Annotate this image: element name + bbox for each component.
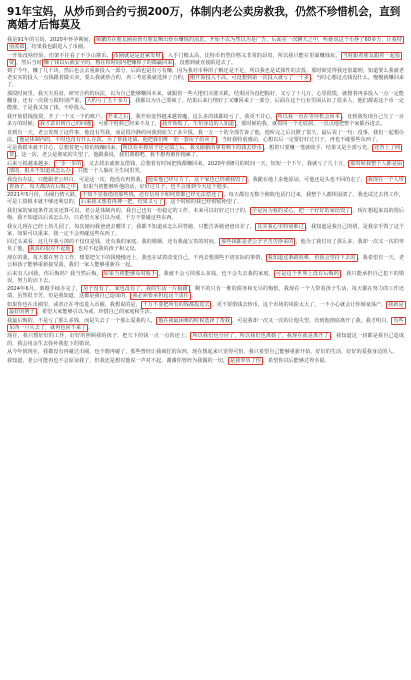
article-paragraph: [7, 192, 404, 206]
highlighted-text: 频繁的在朋友圈看到有朋友晒出炒币赚钱的消息，开始不以为然以为是广告，后面在一次聊天之中，听她说这个币挣了60多万，让我特别羡慕: [9, 37, 403, 51]
paragraph-text: ，每天都有无数个催收电话打过来，我整个人都快崩溃了，我也试过去找工作，可是工资根本就不够还利息的，: [7, 192, 404, 206]
article-paragraph: [7, 349, 404, 356]
paragraph-text: ，也对不起我的孩子和父母。: [72, 246, 140, 253]
highlighted-text: 千万不要把所有的钱都投进去: [142, 302, 210, 309]
article-paragraph: [7, 68, 404, 89]
article-paragraph: [7, 130, 404, 144]
highlighted-text: 刚开始投入不高，可没想到第一次投入就亏了一千多: [190, 75, 309, 82]
article-paragraph: [7, 255, 404, 269]
highlighted-text: 全是因为我的贪心，把一个好好的家给毁了: [252, 207, 351, 214]
highlighted-text: 可是这个世界上没有后悔药: [275, 270, 340, 277]
highlighted-text: 我开始慌了，生怕身边的人知道: [162, 120, 235, 127]
paragraph-text: 。这一次，老公是彻底的失望了，他跟我说，我们离婚吧，我不想再被你拖累了。: [16, 152, 202, 159]
paragraph-text: ，我开始变得越来越着魔，这么多的钱都给亏了，我更不甘心，: [130, 113, 276, 120]
paragraph-text: 如果你也在币圈里，或者正在考虑进入币圈，我想说的是，: [7, 302, 141, 309]
paragraph-text: 。: [190, 293, 197, 300]
paragraph-text: 到了今年，赚了几千块，然后也会去重新投入一部分，后面也是有亏有赚，因为我对币种的了解还是不足，所以我也是试探性的去投。那时候觉得我还很聪明，知道: [7, 68, 379, 75]
article-paragraph: [7, 37, 404, 51]
paragraph-text: 要么我就老老实实的投入一点钱跟着做买卖，要么我就炒合约，再三考虑我就选择了合约，: [7, 68, 404, 82]
paragraph-text: 可是我根本就不甘心，总想着把亏掉的钱赚回来，: [7, 145, 121, 152]
article-paragraph: [7, 53, 404, 67]
article-paragraph: [7, 358, 404, 365]
paragraph-text: 我最后悔的，不是亏了那么多钱，而是失去了一个那么爱我的人，: [7, 317, 157, 324]
article-paragraph: [7, 161, 404, 175]
highlighted-text: 所以我一直在等待机会回本: [277, 113, 340, 120]
paragraph-text: ，我跪在地上求他原谅，可他还是头也不回的走了，: [247, 176, 366, 183]
article-paragraph: [7, 208, 404, 222]
highlighted-text: 还背上了网贷: [9, 145, 401, 159]
paragraph-text: 现在，我只想好好的工作，好好的照顾我的孩子，把欠下的钱一点一点的还上，: [7, 333, 191, 340]
highlighted-text: 那时候我整个人都是崩溃的，根本不知道该怎么办: [9, 160, 403, 174]
paragraph-text: ，我只能承担自己犯下的错误，努力的活下去。: [7, 270, 405, 284]
highlighted-text: 所以在卖掉房子还完债之后，我又偷偷的拿着剩下的钱去炒币: [122, 145, 262, 152]
paragraph-text: ，如果当初能够听他的话，好好过日子，也不会落到今天这个地步。: [77, 183, 233, 190]
paragraph-text: 2024年6月，离婚手续办完了，: [7, 286, 82, 293]
article-paragraph: [7, 271, 404, 285]
highlighted-text: 当时跟着朋友跟着一起投资: [9, 52, 401, 66]
highlighted-text: 我必须要承担起这个责任: [132, 293, 189, 300]
article-paragraph: [7, 239, 404, 253]
paragraph-text: 一开始没啥经验，但架不住看了不少山寨币，: [7, 52, 112, 59]
paragraph-text: ，可那个时候已经来不及了，: [93, 120, 161, 127]
paragraph-text: ，又去找亲戚朋友借钱，总想着有时间把钱都赚回来，2020年到8月的时间一天，短短一个下午，我就亏了几十万，: [83, 160, 349, 167]
paragraph-text: ，现在想起来真的很后悔，我不知道以后该怎么办，只希望大家引以为戒，千万不要碰这些东西。: [7, 207, 405, 222]
highlighted-text: 大约亏了五十多万: [86, 98, 128, 105]
article-paragraph: [7, 114, 404, 128]
highlighted-text: 我现在一个人带着孩子，每天都活在后悔之中: [9, 176, 404, 190]
highlighted-text: 后来我又想着再搏一把，结果又亏了: [80, 199, 164, 206]
highlighted-text: 他说他已经尽力了，这个家也已经被我毁了: [147, 176, 246, 183]
highlighted-text: 我知道这条路很难，但我会坚持下去的: [267, 255, 356, 262]
article-paragraph: [7, 224, 404, 238]
highlighted-text: 是我辜负了你: [230, 357, 261, 364]
article-body: [7, 37, 404, 365]
paragraph-text: ，只能一个人躲在卫生间里哭。: [72, 167, 145, 174]
paragraph-text: ，更不要借钱去炒币，这个市场的风险太大了，一不小心就会让你倾家荡产，: [211, 302, 387, 309]
article-paragraph: [7, 333, 404, 347]
paragraph-text: 2021年5月份，币圈行情大跌，: [7, 192, 81, 199]
paragraph-text: ，他为了我付出了那么多，我却一次又一次的辜负了他，: [7, 239, 405, 253]
paragraph-text: ，希望大家能够引以为戒，珍惜自己的家庭和生活。: [36, 309, 155, 316]
highlighted-text: 我才意识到自己的问题: [39, 120, 92, 127]
paragraph-text: 。那时候的我，就如同一个无底洞，一点点地把整个家都吞进去。: [236, 120, 386, 127]
paragraph-text: ，这个时候的我已经彻底绝望了。: [165, 199, 243, 206]
paragraph-text: 我们家的家庭条件其实还算可以，老公是体制内的，我自己也有一份稳定的工作，本来可以好好过日子的，: [7, 207, 251, 214]
paragraph-text: ，我知道这一切都是我自己造成的，我会用余生去弥补我犯下的错误。: [7, 333, 405, 347]
highlighted-text: 不知不觉我借的那些钱，还有信用卡和网贷都已经无法偿还了: [82, 192, 222, 199]
paragraph-text: ，希望你以后能够过得幸福。: [262, 357, 330, 364]
article-paragraph: [7, 318, 404, 332]
highlighted-text: 一步一步的: [55, 160, 82, 167]
paragraph-text: ，剩下的只有一堆的债务和无尽的悔恨，我现在一个人带着孩子生活，每天都在努力的工作还债，虽然很辛苦，但是我知道，这都是我自己造成的，: [7, 286, 405, 300]
highlighted-text: 币圈就是是赶紧发财: [113, 52, 161, 59]
highlighted-text: 房子没有了，家也没有了，我的生活一片狼藉: [83, 286, 188, 293]
paragraph-text: 我是91年的宝妈，2020年怀孕期间，: [7, 37, 94, 43]
paragraph-text: 那段时间里，我天天看盘，研究合约的玩法，以为自己能够赚回本来，就跟着一些大佬们买涨买跌，结果因为没把握好，又亏了十几万，心里很慌，就想着再多投入一点一定能翻身，还有一次我亏损特别严重，: [7, 91, 404, 105]
paragraph-text: 我开始借钱投资，开了一个又一个的账户，: [7, 113, 106, 120]
paragraph-text: ，然后当时: [16, 59, 42, 66]
paragraph-text: ，可是我却一次又一次的让他失望，直到他彻底离开了我，我才明白，: [232, 317, 392, 324]
paragraph-text: ，我知道是我自己的错，是我亲手毁了这个家，如果可以重来，我一定不会再碰这些东西了。: [7, 223, 405, 237]
paragraph-text: 回过头来看，这几年我亏掉的不仅仅是钱，还有我的家庭、我的婚姻，还有我最宝贵的时间，: [7, 239, 220, 246]
paragraph-text: ，直到我发现自己欠了一百多万的时候，: [7, 113, 405, 127]
paragraph-text: ，想着只要赚一笔就收手，结果又是全部亏光，: [263, 145, 373, 152]
paragraph-text: 从今年到现在，我都没有再碰过币圈，也不想再碰了，那些曾经让我疯狂的东西，现在想起来只觉得可怕，我只希望自己能够重新开始，好好的生活，好好的爱我身边的人。: [7, 349, 398, 356]
article-paragraph: [7, 302, 404, 316]
article-paragraph: [7, 91, 404, 112]
paragraph-text: ，当时心想这点钱没什么，慢慢就赚回来了。: [7, 75, 405, 89]
highlighted-text: 开来之后: [107, 113, 129, 120]
article-title: 91年宝妈，从炒币到合约亏损200万，体制内老公卖房救我，仍然不珍惜机会，直到离婚才后悔莫及: [7, 6, 401, 31]
paragraph-text: 。: [88, 324, 94, 331]
paragraph-text: ，我都以为自己要疯了，结果后来行情好了又赚回来了一部分，后面在这个行业里面认识了很多人，他们都说这个币一定能涨，于是我又加了钱，不停投入。: [7, 98, 405, 112]
paragraph-text: 现在的我，每天都在努力工作，想要把欠下的钱慢慢还上，我也在试着改变自己，不再去想那些不切实际的事情，: [7, 255, 266, 262]
paragraph-text: 后来亏损越来越多，: [7, 160, 54, 167]
paragraph-text: ，当时我特别感动，心想以后一定要好好过日子，再也不碰那些东西了。: [216, 136, 382, 143]
article-paragraph: [7, 177, 404, 191]
paragraph-text: ，结果我也跟进入了币圈。: [26, 44, 89, 51]
highlighted-text: 如果当初能够及时收手: [103, 270, 157, 277]
highlighted-text: 我真的很对不起他: [29, 246, 71, 253]
paragraph-text: ，入手门槛太高，比特币仍然价格又非常的昂贵，所以我只能在里面赚钱玩，: [162, 52, 341, 59]
highlighted-text: 他是体制内的，平时也没有什么存款，为了帮我还债，他把我们唯一的一套房子给卖了: [19, 136, 215, 143]
highlighted-text: 所以我们也分居了，所以我们也离婚了，我现在就是离开了: [192, 333, 329, 340]
paragraph-text: ，我就不会亏掉那么多钱，也不会失去我的家庭，: [158, 270, 274, 277]
article-paragraph: [7, 286, 404, 300]
highlighted-text: 我就是最好的例子: [9, 302, 404, 316]
paragraph-text: 我知道，老公可能再也不会原谅我了，但我还是想对他说一声对不起，谢谢你曾经为我做的一切，: [7, 357, 229, 364]
paragraph-text: 我没有办法，只能跟老公坦白，可是这一次，他没有再帮我，: [7, 176, 146, 183]
highlighted-text: 有些东西一旦失去了，就再也回不来了: [9, 317, 404, 331]
paragraph-text: 后来有人问我，你后悔吗？我当然后悔，: [7, 270, 102, 277]
paragraph-text: ，我希望有一天，老公和孩子能够重新接受我，我们一家人能够重新在一起。: [7, 255, 405, 269]
article-paragraph: [7, 145, 404, 159]
paragraph-text: ，没想到就直接陷进去了。: [174, 59, 237, 66]
highlighted-text: 那些钱都是老公辛辛苦苦挣来的: [221, 239, 294, 246]
highlighted-text: 赚了钱以后就安全的，想在短时间内把赚掉了的都赢回来: [43, 59, 173, 66]
highlighted-text: 其实我心里特别难过: [257, 223, 304, 230]
paragraph-text: 直到有一天，老公发现了这件事，他没有骂我，而是很冷静的问我到底欠了多少钱，我一五一十的全部告诉了他，他听完之后沉默了很久，最后说了一句：没事，我们一起想办法。: [7, 129, 404, 143]
paragraph-text: 我女儿现在已经上幼儿园了，每次她问我爸爸去哪里了，我都不知道该怎么回答她，只能告诉她爸爸出差了，: [7, 223, 256, 230]
highlighted-text: 他在我最困难的时候选择了帮我: [158, 317, 231, 324]
